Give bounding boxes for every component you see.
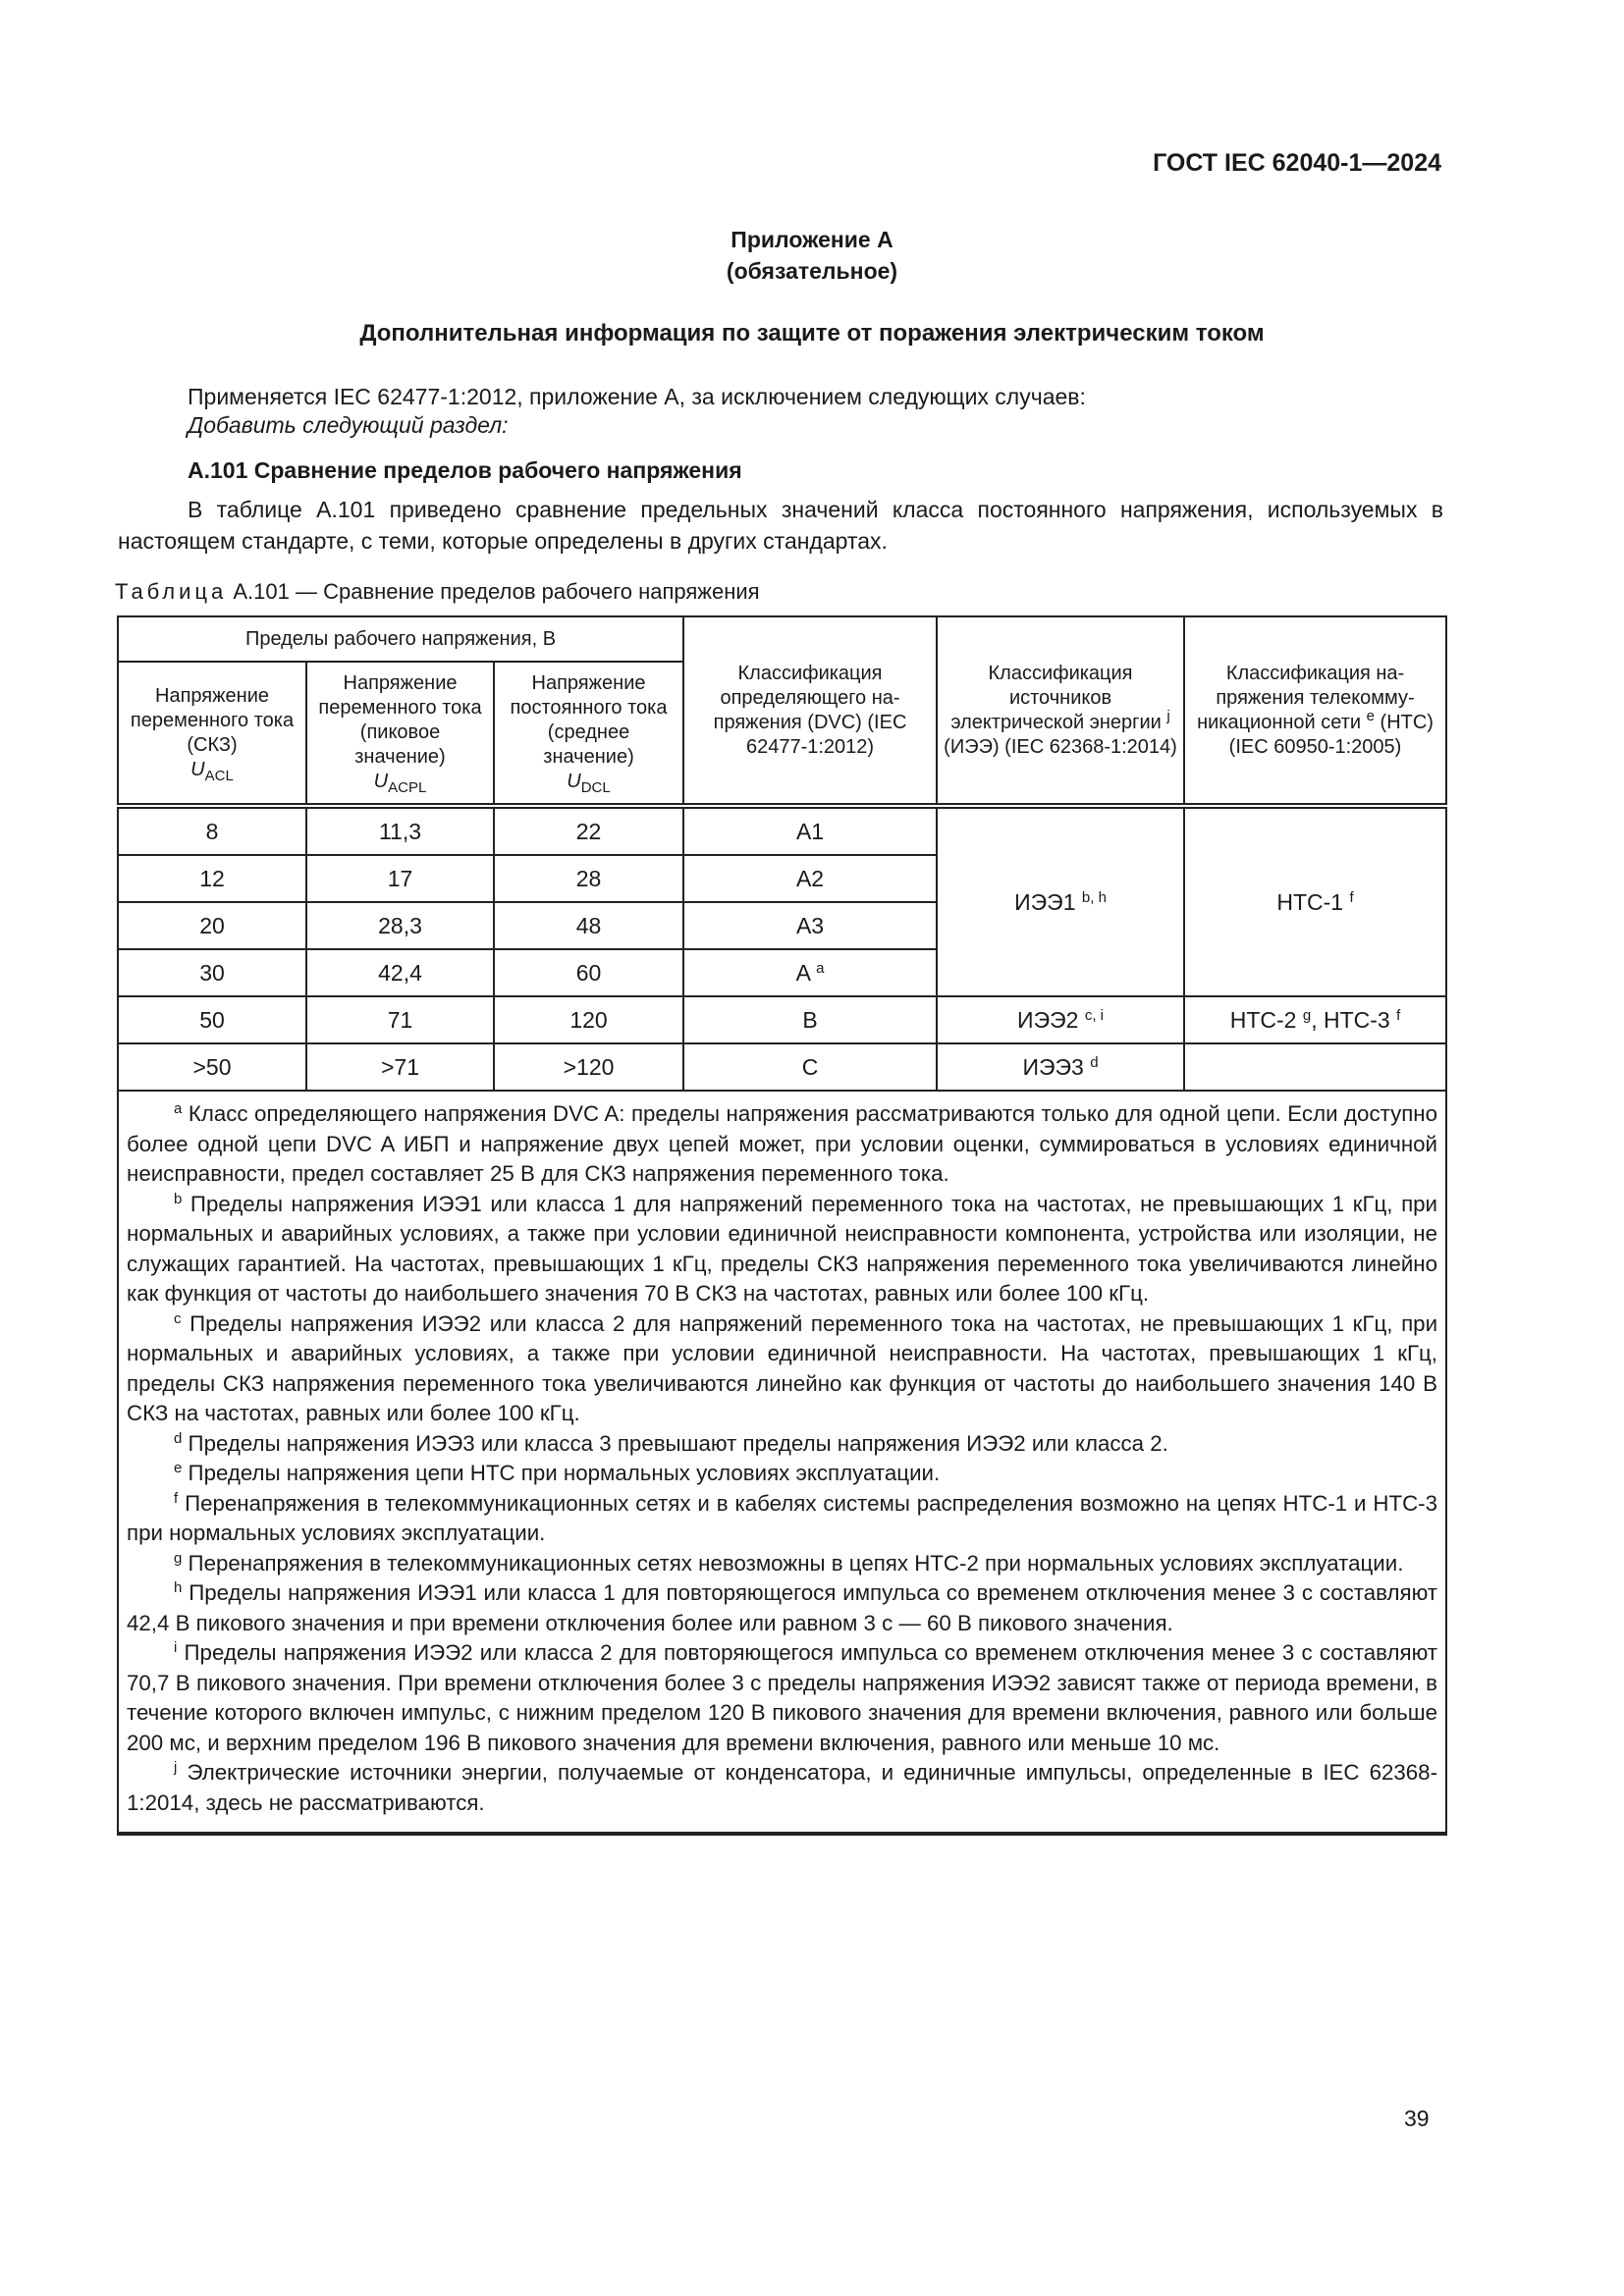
header-dvc: Классификация определяющего на-пряжения (DVC) (IEC 62477-1:2012) [683, 616, 937, 806]
table-caption [115, 579, 760, 605]
annex-title: Приложение А [731, 227, 893, 252]
footnote-mark: j [174, 1759, 178, 1776]
footnote-mark: g [174, 1549, 183, 1567]
cell-acpl: 71 [306, 996, 494, 1043]
cell-dcl: 60 [494, 949, 683, 996]
footnote-d [127, 1429, 1437, 1460]
section-title: А.101 Сравнение пределов рабочего напряжения [188, 457, 742, 483]
footnote-mark: a [174, 1100, 183, 1117]
header-es: Классификация источников электрической энергии $^j$ (ИЭЭ) (IEC 62368-1:2014) [937, 616, 1184, 806]
cell-dvc: A $^a$ [683, 949, 937, 996]
footnote-text: Пределы напряжения ИЭЭ1 или класса 1 для напряжений переменного тока на частотах, не превышающих 1 кГц, при нормальных и аварийных условиях, а также при условии единичной неисправности компонента, устройства или изоляции, не служащих гарантией. На частотах, превышающих 1 кГц, пределы СКЗ напряжения переменного тока увеличиваются линейно как функция от частоты до наибольшего значения 70 В СКЗ на частотах, равных или более 100 кГц. [127, 1191, 1438, 1306]
footnote-mark: h [174, 1579, 183, 1596]
document-id-header: ГОСТ IEC 62040-1—2024 [1153, 149, 1441, 177]
page-number: 39 [1404, 2106, 1430, 2131]
footnote-text: Перенапряжения в телекоммуникационных сетях и в кабелях системы распределения возможно на цепях НТС-1 и НТС-3 при нормальных условиях эксплуатации. [127, 1490, 1438, 1545]
cell-dcl: 48 [494, 902, 683, 949]
section-text: В таблице А.101 приведено сравнение предельных значений класса постоянного напряжения, используемых в настоящем стандарте, с теми, которые определены в других стандартах. [118, 497, 1443, 554]
cell-acl: 12 [118, 855, 306, 902]
cell-dvc: B [683, 996, 937, 1043]
header-ntc: Классификация на-пряжения телекомму-никационной сети $^e$ (НТС) (IEC 60950-1:2005) [1184, 616, 1446, 806]
footnote-text: Пределы напряжения ИЭЭ2 или класса 2 для повторяющегося импульса со временем отключения менее 3 с составляют 70,7 В пикового значения. При времени отключения более 3 с пределы напряжения ИЭЭ2 зависят также от периода времени, в течение которого включен импульс, с нижним пределом 120 В пикового значения для времени включения, равного или больше 200 мс, и верхним пределом 196 В пикового значения для времени включения, равного или меньше 10 мс. [127, 1640, 1438, 1755]
cell-es3: ИЭЭ3 $^d$ [937, 1043, 1184, 1091]
footnote-j [127, 1758, 1437, 1818]
voltage-limits-table [117, 615, 1447, 1836]
cell-es1: ИЭЭ1 $^{b, h}$ [937, 806, 1184, 996]
table-row [118, 806, 1446, 855]
footnote-a [127, 1099, 1437, 1190]
cell-acl: 20 [118, 902, 306, 949]
cell-acl: >50 [118, 1043, 306, 1091]
cell-dcl: >120 [494, 1043, 683, 1091]
footnote-mark: e [174, 1460, 183, 1476]
intro-text: Применяется IEC 62477-1:2012, приложение А, за исключением следующих случаев: [188, 384, 1086, 409]
caption-text: А.101 — Сравнение пределов рабочего напряжения [227, 579, 760, 604]
cell-dvc: A2 [683, 855, 937, 902]
cell-acl: 50 [118, 996, 306, 1043]
cell-dcl: 22 [494, 806, 683, 855]
footnote-text: Электрические источники энергии, получаемые от конденсатора, и единичные импульсы, определенные в IEC 62368-1:2014, здесь не рассматриваются. [127, 1760, 1438, 1815]
table-footnotes [118, 1091, 1446, 1834]
annex-heading: Дополнительная информация по защите от поражения электрическим током [359, 320, 1265, 347]
intro-instruction: Добавить следующий раздел: [188, 412, 509, 438]
footnote-e [127, 1459, 1437, 1489]
cell-acpl: 11,3 [306, 806, 494, 855]
footnote-mark: c [174, 1309, 182, 1327]
footnote-h [127, 1578, 1437, 1638]
footnote-c [127, 1309, 1437, 1429]
footnote-text: Перенапряжения в телекоммуникационных сетях невозможны в цепях НТС-2 при нормальных условиях эксплуатации. [188, 1550, 1404, 1575]
header-acpl: Напряжение переменного тока (пиковое значение) $U_{ACPL}$ [306, 662, 494, 806]
footnote-mark: d [174, 1429, 183, 1447]
cell-acpl: 17 [306, 855, 494, 902]
footnote-text: Пределы напряжения ИЭЭ1 или класса 1 для повторяющегося импульса со временем отключения менее 3 с составляют 42,4 В пикового значения и при времени отключения более или равном 3 с — 60 В пикового значения. [127, 1580, 1438, 1635]
cell-dcl: 28 [494, 855, 683, 902]
cell-ntc1: НТС-1 $^f$ [1184, 806, 1446, 996]
footnote-text: Пределы напряжения цепи НТС при нормальных условиях эксплуатации. [188, 1461, 941, 1485]
footnote-mark: b [174, 1190, 183, 1207]
cell-acpl: 42,4 [306, 949, 494, 996]
footnote-i [127, 1638, 1437, 1758]
footnote-g [127, 1549, 1437, 1579]
cell-ntc-empty [1184, 1043, 1446, 1091]
cell-acl: 30 [118, 949, 306, 996]
header-acl: Напряжение переменного тока (СКЗ) $U_{ACL}$ [118, 662, 306, 806]
cell-dcl: 120 [494, 996, 683, 1043]
cell-dvc: A1 [683, 806, 937, 855]
cell-dvc: A3 [683, 902, 937, 949]
footnote-text: Пределы напряжения ИЭЭ2 или класса 2 для напряжений переменного тока на частотах, не превышающих 1 кГц, при нормальных и аварийных условиях, а также при условии единичной неисправности. На частотах, превышающих 1 кГц, пределы СКЗ напряжения переменного тока увеличиваются линейно как функция от частоты до наибольшего значения 140 В СКЗ на частотах, равных или более 100 кГц. [127, 1310, 1438, 1425]
table-header-row [118, 616, 1446, 662]
cell-ntc23: НТС-2 $^g$, НТС-3 $^f$ [1184, 996, 1446, 1043]
cell-dvc: C [683, 1043, 937, 1091]
table-row [118, 996, 1446, 1043]
cell-es2: ИЭЭ2 $^{c, i}$ [937, 996, 1184, 1043]
footnote-f [127, 1489, 1437, 1549]
footnote-mark: f [174, 1489, 179, 1507]
footnote-b [127, 1190, 1437, 1309]
footnotes-row [118, 1091, 1446, 1834]
table-row [118, 1043, 1446, 1091]
cell-acl: 8 [118, 806, 306, 855]
footnote-mark: i [174, 1639, 178, 1656]
footnote-text: Пределы напряжения ИЭЭ3 или класса 3 превышают пределы напряжения ИЭЭ2 или класса 2. [188, 1430, 1168, 1456]
group-header: Пределы рабочего напряжения, В [118, 616, 683, 662]
footnote-text: Класс определяющего напряжения DVC A: пределы напряжения рассматриваются только для одной цепи. Если доступно более одной цепи DVC A ИБП и напряжение двух цепей может, при условии оценки, суммироваться в условиях единичной неисправности, предел составляет 25 В для СКЗ напряжения переменного тока. [127, 1101, 1438, 1186]
cell-acpl: 28,3 [306, 902, 494, 949]
header-dcl: Напряжение постоянного тока (среднее значение) $U_{DCL}$ [494, 662, 683, 806]
cell-acpl: >71 [306, 1043, 494, 1091]
annex-status: (обязательное) [726, 258, 898, 284]
caption-prefix: Таблица [115, 579, 228, 604]
